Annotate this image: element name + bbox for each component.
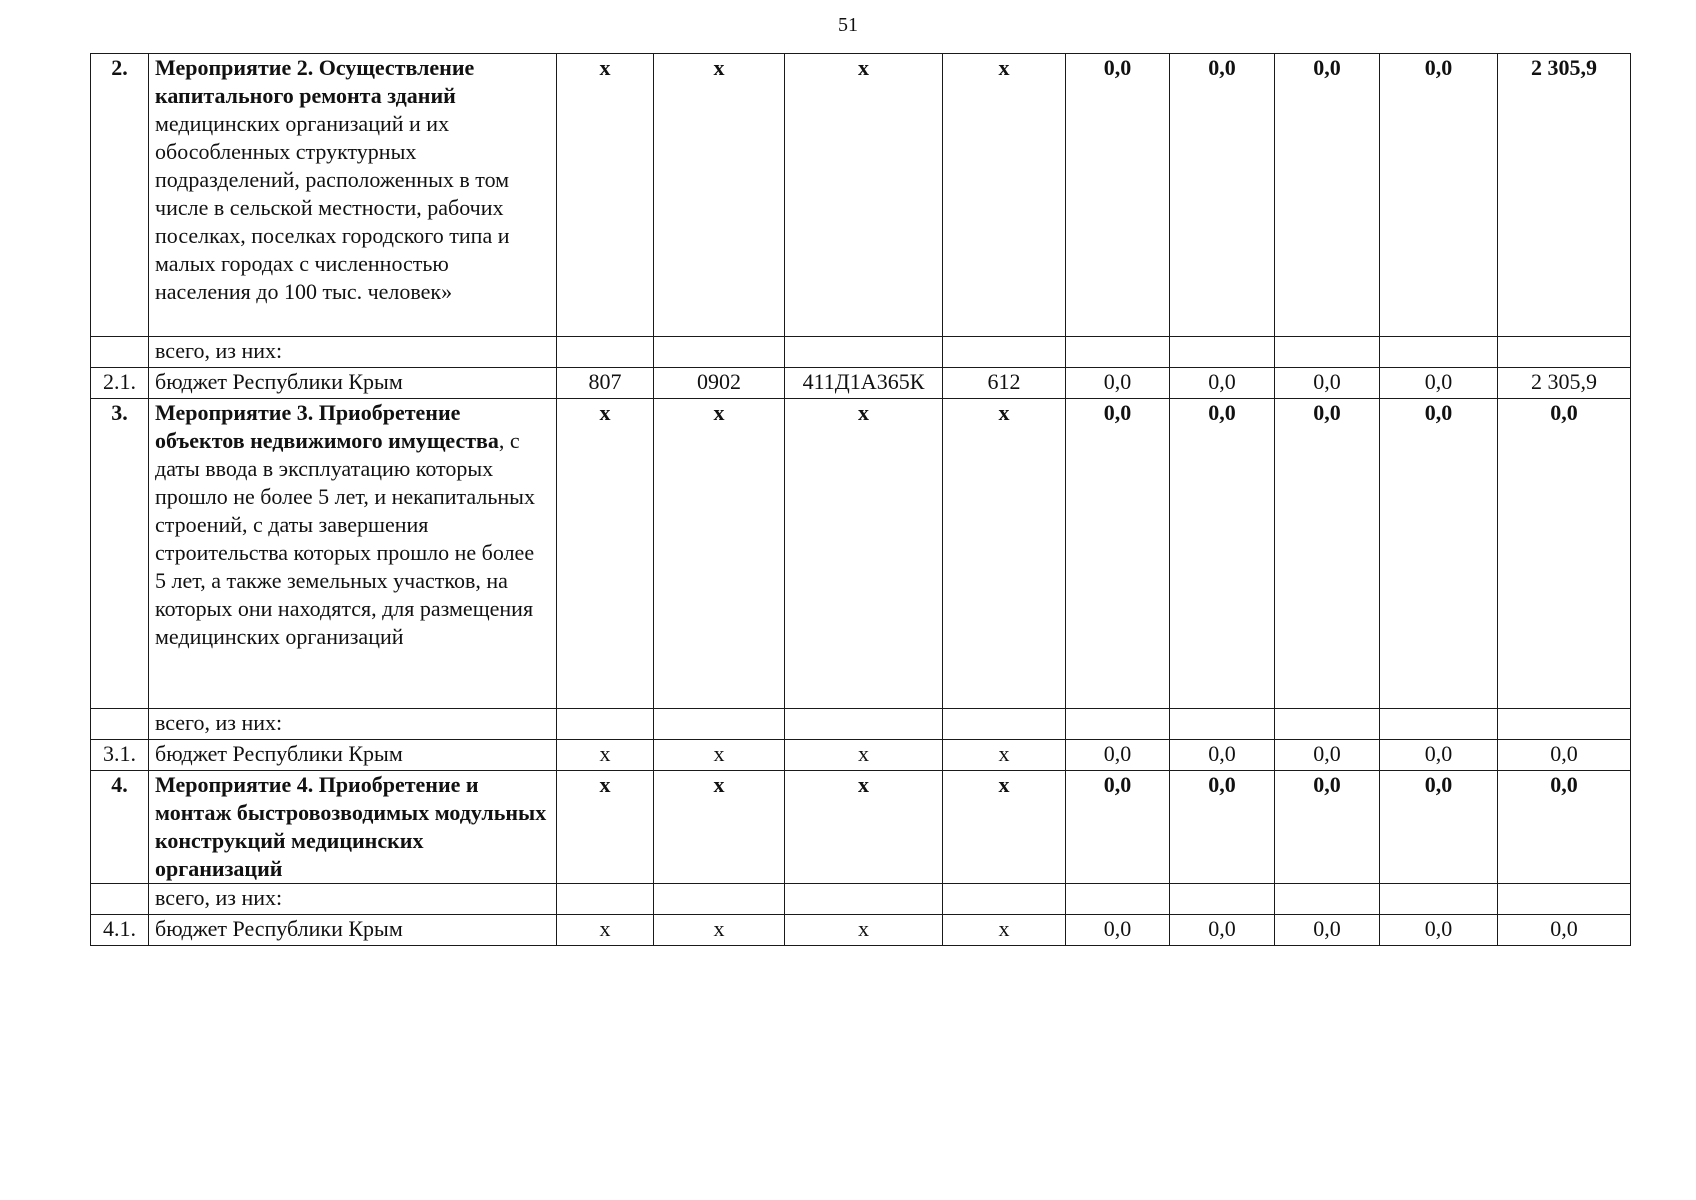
table-row-measure-3: [91, 399, 1631, 709]
cell-section: 0902: [654, 368, 785, 399]
cell-target-article: х: [785, 740, 943, 771]
cell-expense-type: 612: [943, 368, 1066, 399]
measure-title-bold: Мероприятие 4. Приобретение и монтаж быстровозводимых модульных конструкций медицинских организаций: [155, 772, 547, 881]
measure-title: [149, 771, 557, 884]
budget-label: бюджет Республики Крым: [149, 740, 557, 771]
measure-title-bold: Мероприятие 2. Осуществление капитального ремонта зданий: [155, 55, 475, 108]
table-row-total: [91, 709, 1631, 740]
cell-section: х: [654, 771, 785, 884]
table-row-budget: [91, 915, 1631, 946]
cell-section: х: [654, 399, 785, 709]
cell-value-1: 0,0: [1066, 771, 1170, 884]
cell-value-4: 0,0: [1380, 915, 1498, 946]
table-row-measure-2: [91, 54, 1631, 337]
cell-value-1: 0,0: [1066, 368, 1170, 399]
row-number: [91, 337, 149, 368]
cell-value-1: 0,0: [1066, 915, 1170, 946]
measure-title: [149, 54, 557, 337]
table-row-measure-4: [91, 771, 1631, 884]
row-number: 4.1.: [91, 915, 149, 946]
cell-value-2: 0,0: [1170, 740, 1275, 771]
cell-target-article: 411Д1А365К: [785, 368, 943, 399]
cell-value-4: 0,0: [1380, 399, 1498, 709]
cell-grbs: х: [557, 54, 654, 337]
row-number: 4.: [91, 771, 149, 884]
measure-title: [149, 399, 557, 709]
budget-table: [90, 53, 1631, 946]
cell-section: х: [654, 915, 785, 946]
cell-grbs: 807: [557, 368, 654, 399]
row-number: 3.: [91, 399, 149, 709]
table-row-budget: [91, 368, 1631, 399]
row-number: [91, 884, 149, 915]
total-label: всего, из них:: [149, 337, 557, 368]
cell-expense-type: х: [943, 771, 1066, 884]
total-label: всего, из них:: [149, 884, 557, 915]
cell-grbs: х: [557, 771, 654, 884]
total-label: всего, из них:: [149, 709, 557, 740]
row-number: 2.1.: [91, 368, 149, 399]
cell-expense-type: х: [943, 399, 1066, 709]
cell-value-3: 0,0: [1275, 915, 1380, 946]
cell-value-3: 0,0: [1275, 740, 1380, 771]
cell-value-5: 0,0: [1498, 915, 1631, 946]
cell-target-article: х: [785, 915, 943, 946]
cell-target-article: х: [785, 54, 943, 337]
cell-value-3: 0,0: [1275, 54, 1380, 337]
row-number: 2.: [91, 54, 149, 337]
cell-section: х: [654, 740, 785, 771]
cell-value-3: 0,0: [1275, 771, 1380, 884]
cell-value-2: 0,0: [1170, 399, 1275, 709]
row-number: 3.1.: [91, 740, 149, 771]
measure-title-bold: Мероприятие 3. Приобретение объектов недвижимого имущества: [155, 400, 499, 453]
cell-value-4: 0,0: [1380, 740, 1498, 771]
cell-value-4: 0,0: [1380, 368, 1498, 399]
cell-value-3: 0,0: [1275, 368, 1380, 399]
cell-value-1: 0,0: [1066, 54, 1170, 337]
row-number: [91, 709, 149, 740]
cell-value-2: 0,0: [1170, 915, 1275, 946]
page-number: 51: [838, 14, 858, 36]
cell-value-3: 0,0: [1275, 399, 1380, 709]
table-row-budget: [91, 740, 1631, 771]
cell-value-5: 0,0: [1498, 399, 1631, 709]
cell-value-4: 0,0: [1380, 54, 1498, 337]
budget-label: бюджет Республики Крым: [149, 368, 557, 399]
cell-value-5: 2 305,9: [1498, 368, 1631, 399]
table-row-total: [91, 337, 1631, 368]
cell-value-2: 0,0: [1170, 54, 1275, 337]
cell-value-2: 0,0: [1170, 368, 1275, 399]
budget-label: бюджет Республики Крым: [149, 915, 557, 946]
cell-section: х: [654, 54, 785, 337]
measure-title-rest: , с даты ввода в эксплуатацию которых прошло не более 5 лет, и некапитальных строений, с даты завершения строительства которых прошло не более 5 лет, а также земельных участков, на которых они находятся, для размещения медицинских организаций: [155, 428, 535, 649]
cell-target-article: х: [785, 771, 943, 884]
cell-grbs: х: [557, 740, 654, 771]
cell-expense-type: х: [943, 915, 1066, 946]
cell-target-article: х: [785, 399, 943, 709]
cell-grbs: х: [557, 915, 654, 946]
cell-expense-type: х: [943, 740, 1066, 771]
cell-value-4: 0,0: [1380, 771, 1498, 884]
table-row-total: [91, 884, 1631, 915]
cell-value-5: 0,0: [1498, 740, 1631, 771]
cell-grbs: х: [557, 399, 654, 709]
cell-value-1: 0,0: [1066, 740, 1170, 771]
measure-title-rest: медицинских организаций и их обособленных структурных подразделений, расположенных в том числе в сельской местности, рабочих поселках, поселках городского типа и малых городах с численностью населения до 100 тыс. человек»: [155, 111, 510, 304]
cell-value-5: 2 305,9: [1498, 54, 1631, 337]
cell-value-2: 0,0: [1170, 771, 1275, 884]
cell-expense-type: х: [943, 54, 1066, 337]
cell-value-1: 0,0: [1066, 399, 1170, 709]
cell-value-5: 0,0: [1498, 771, 1631, 884]
